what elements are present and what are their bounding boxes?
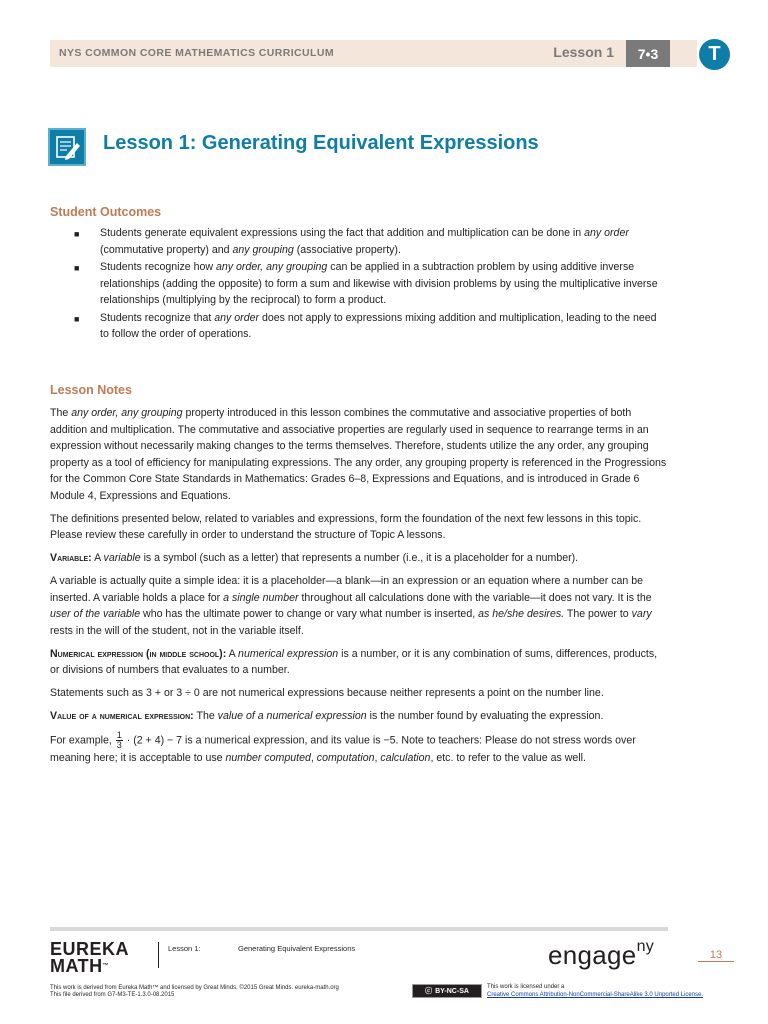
lesson-notes-body <box>50 405 668 773</box>
list-item: ■ Students generate equivalent expressions using the fact that addition and multiplication can be done in any order (commutative property) and any grouping (associative property). <box>74 227 629 256</box>
creative-commons-badge[interactable]: ⓒ BY-NC-SA <box>412 984 482 998</box>
numerical-expression-definition: Numerical expression (in middle school): A numerical expression is a number, or it is any combination of sums, differences, products, or divisions of numbers that evaluates to a number. <box>50 647 658 676</box>
outcomes-list <box>50 225 668 343</box>
outcomes-list-container <box>50 225 668 344</box>
footer-rule <box>50 927 668 931</box>
lesson-notes-heading: Lesson Notes <box>50 383 132 397</box>
footer-divider <box>158 942 159 968</box>
grade-module-badge: 7•3 <box>626 40 670 67</box>
page-title: Lesson 1: Generating Equivalent Expressions <box>103 132 539 154</box>
footer-lesson-label: Lesson 1: <box>168 944 201 953</box>
topic-badge: T <box>699 39 730 70</box>
engageny-logo: engage$^{ny}$ <box>548 938 655 970</box>
bullet-icon: ■ <box>74 229 80 239</box>
footer-lesson-topic: Generating Equivalent Expressions <box>238 944 356 953</box>
page-number: 13 <box>698 949 734 962</box>
derived-notice: This work is derived from Eureka Math™ and licensed by Great Minds. ©2015 Great Minds. eureka-math.org This file derived from G7-M3-TE-1.3.0-08.2015 <box>50 985 339 998</box>
cc-icon: ⓒ <box>425 988 433 995</box>
value-definition: Value of a numerical expression: The value of a numerical expression is the number found by evaluating the expression. <box>50 710 604 722</box>
notes-paragraph-1: The any order, any grouping property introduced in this lesson combines the commutative and associative properties of both addition and multiplication. The commutative and associative properties are regularly used in sequence to rearrange terms in an expression without necessarily making changes to the terms themselves. Therefore, students utilize the any order, any grouping property as a tool of efficiency for manipulating expressions. The any order, any grouping property is referenced in the Progressions for the Common Core State Standards in Mathematics: Grades 6–8, Expressions and Equations, and is introduced in Grade 6 Module 4, Expressions and Equations. <box>50 407 667 502</box>
pencil-paper-icon <box>48 128 86 166</box>
bullet-icon: ■ <box>74 313 80 324</box>
eureka-math-logo: EUREKA MATH™ <box>50 939 130 976</box>
license-notice: This work is licensed under a Creative Commons Attribution-NonCommercial-ShareAlike 3.0 Unported License. <box>487 984 704 998</box>
variable-explanation: A variable is actually quite a simple idea: it is a placeholder—a blank—in an expression or an equation where a number can be inserted. A variable holds a place for a single number throughout all calculations done with the variable—it does not vary. It is the user of the variable who has the ultimate power to change or vary what number is inserted, as he/she desires. The power to vary rests in the will of the student, not in the variable itself. <box>50 575 652 637</box>
bullet-icon: ■ <box>74 263 80 273</box>
list-item: ■ Students recognize that any order does not apply to expressions mixing addition and multiplication, leading to the need to follow the order of operations. <box>74 311 657 340</box>
notes-paragraph-2: The definitions presented below, related to variables and expressions, form the foundation of the next few lessons in this topic. Please review these carefully in order to understand the structure of Topic A lessons. <box>50 512 642 541</box>
variable-definition: Variable: A variable is a symbol (such as a letter) that represents a number (i.e., it is a placeholder for a number). <box>50 552 579 564</box>
fraction-one-third: $\frac{1}{3}$ <box>116 730 122 750</box>
lesson-label: Lesson 1 <box>553 44 614 60</box>
curriculum-label: NYS COMMON CORE MATHEMATICS CURRICULUM <box>59 47 334 59</box>
student-outcomes-heading: Student Outcomes <box>50 205 162 219</box>
license-link[interactable]: Creative Commons Attribution-NonCommercial-ShareAlike 3.0 Unported License. <box>487 992 704 998</box>
statements-paragraph: Statements such as 3 + or 3 ÷ 0 are not numerical expressions because neither represents a point on the number line. <box>50 687 604 699</box>
list-item: ■ Students recognize how any order, any grouping can be applied in a subtraction problem by using additive inverse relationships (adding the opposite) to form a sum and likewise with division problems by using the multiplicative inverse relationships (multiplying by the reciprocal) to form a product. <box>74 261 658 306</box>
example-paragraph: For example, $\frac{1}{3}$ · (2 + 4) − 7 is a numerical expression, and its value is −5. Note to teachers: Please do not stress words over meaning here; it is acceptable to use number computed, computation, calculation, etc. to refer to the value as well. <box>50 730 636 764</box>
